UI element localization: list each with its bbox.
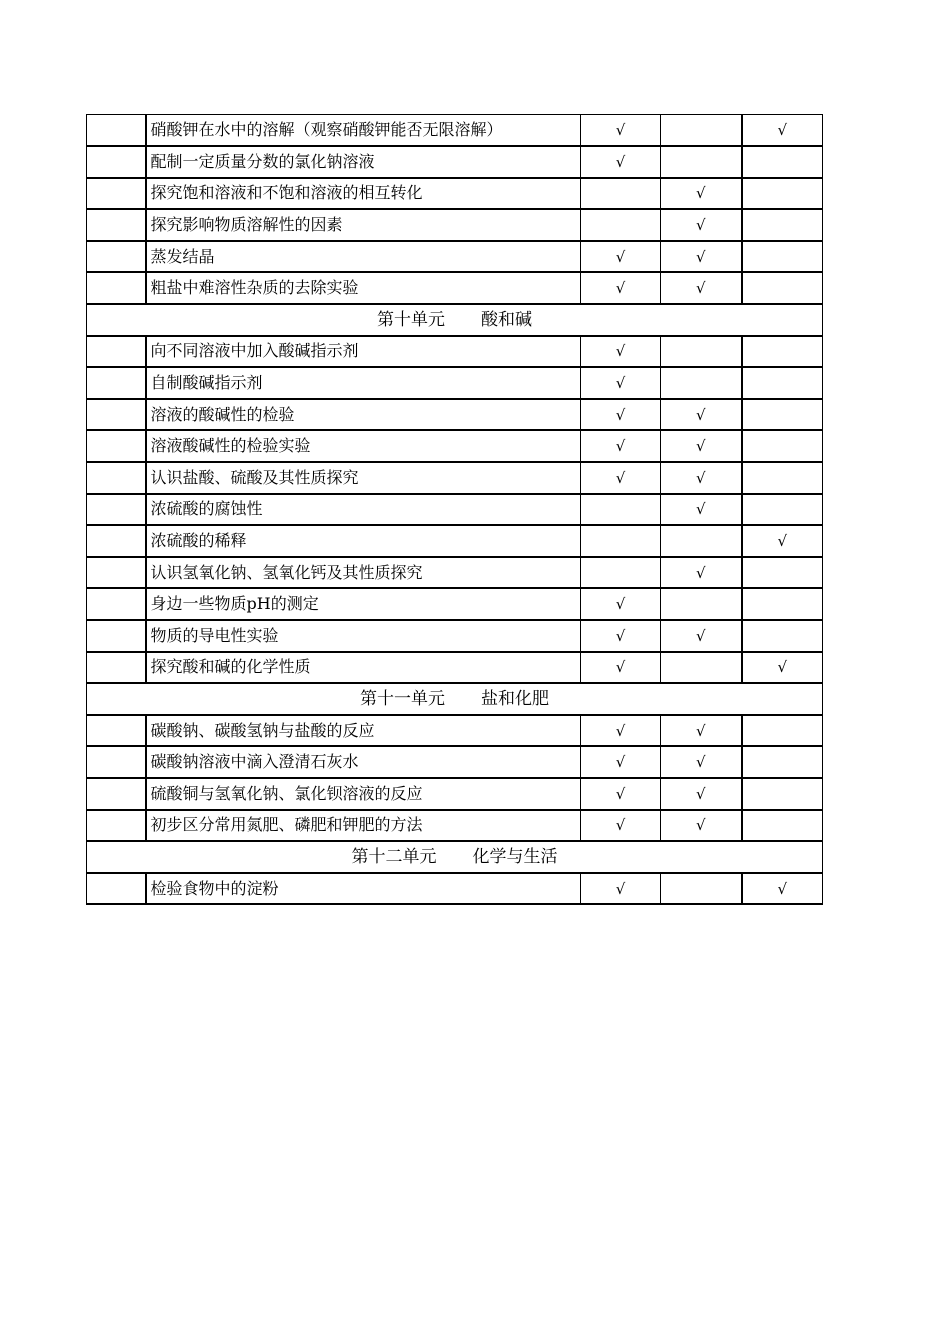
row-index-cell — [87, 115, 146, 147]
experiment-row — [87, 778, 823, 810]
row-index-cell — [87, 430, 146, 462]
check-mark-cell-m2 — [661, 115, 742, 147]
check-mark-cell-m1: √ — [581, 336, 661, 368]
unit-title: 盐和化肥 — [481, 688, 549, 709]
row-index-cell — [87, 209, 146, 241]
row-index-cell — [87, 715, 146, 747]
experiment-name: 粗盐中难溶性杂质的去除实验 — [146, 272, 581, 304]
experiment-name: 硫酸铜与氢氧化钠、氯化钡溶液的反应 — [146, 778, 581, 810]
check-mark-cell-m2 — [661, 146, 742, 178]
check-mark-cell-m3 — [742, 146, 823, 178]
row-index-cell — [87, 620, 146, 652]
check-mark-cell-m1: √ — [581, 399, 661, 431]
check-mark-cell-m2: √ — [661, 399, 742, 431]
check-mark-cell-m3: √ — [742, 873, 823, 905]
check-mark-cell-m1: √ — [581, 272, 661, 304]
check-mark-cell-m3 — [742, 178, 823, 210]
experiment-row — [87, 209, 823, 241]
experiment-row — [87, 873, 823, 905]
unit-number: 第十二单元 — [351, 846, 437, 867]
experiment-row — [87, 241, 823, 273]
check-mark-cell-m1: √ — [581, 588, 661, 620]
check-mark-cell-m1: √ — [581, 778, 661, 810]
experiment-name: 向不同溶液中加入酸碱指示剂 — [146, 336, 581, 368]
check-mark-cell-m2 — [661, 873, 742, 905]
unit-number: 第十单元 — [377, 309, 445, 330]
experiment-name: 检验食物中的淀粉 — [146, 873, 581, 905]
check-mark-cell-m1: √ — [581, 873, 661, 905]
check-mark-cell-m3 — [742, 241, 823, 273]
check-mark-cell-m2 — [661, 336, 742, 368]
unit-header-row — [87, 304, 823, 336]
check-mark-cell-m3 — [742, 746, 823, 778]
check-mark-cell-m3 — [742, 494, 823, 526]
unit-header-cell — [87, 841, 823, 873]
check-mark-cell-m3 — [742, 588, 823, 620]
experiment-name: 溶液的酸碱性的检验 — [146, 399, 581, 431]
experiment-row — [87, 430, 823, 462]
row-index-cell — [87, 462, 146, 494]
check-mark-cell-m2: √ — [661, 810, 742, 842]
check-mark-cell-m2: √ — [661, 620, 742, 652]
check-mark-cell-m2 — [661, 367, 742, 399]
experiment-name: 配制一定质量分数的氯化钠溶液 — [146, 146, 581, 178]
check-mark-cell-m3 — [742, 367, 823, 399]
experiment-row — [87, 367, 823, 399]
check-mark-cell-m2: √ — [661, 209, 742, 241]
experiment-name: 自制酸碱指示剂 — [146, 367, 581, 399]
check-mark-cell-m3 — [742, 462, 823, 494]
check-mark-cell-m3 — [742, 336, 823, 368]
check-mark-cell-m1: √ — [581, 241, 661, 273]
check-mark-cell-m3 — [742, 810, 823, 842]
check-mark-cell-m2: √ — [661, 178, 742, 210]
check-mark-cell-m1 — [581, 178, 661, 210]
experiment-name: 身边一些物质pH的测定 — [146, 588, 581, 620]
row-index-cell — [87, 588, 146, 620]
experiment-name: 蒸发结晶 — [146, 241, 581, 273]
experiment-row — [87, 557, 823, 589]
row-index-cell — [87, 778, 146, 810]
unit-header-row — [87, 841, 823, 873]
experiment-row — [87, 462, 823, 494]
row-index-cell — [87, 525, 146, 557]
unit-title: 酸和碱 — [481, 309, 532, 330]
experiment-name: 认识盐酸、硫酸及其性质探究 — [146, 462, 581, 494]
row-index-cell — [87, 336, 146, 368]
check-mark-cell-m3: √ — [742, 115, 823, 147]
check-mark-cell-m2: √ — [661, 746, 742, 778]
experiment-row — [87, 272, 823, 304]
check-mark-cell-m2 — [661, 588, 742, 620]
check-mark-cell-m1 — [581, 209, 661, 241]
experiment-row — [87, 810, 823, 842]
row-index-cell — [87, 557, 146, 589]
check-mark-cell-m1 — [581, 494, 661, 526]
check-mark-cell-m3 — [742, 778, 823, 810]
check-mark-cell-m3 — [742, 272, 823, 304]
experiment-row — [87, 178, 823, 210]
experiment-table-body — [87, 115, 823, 905]
check-mark-cell-m1: √ — [581, 810, 661, 842]
experiment-name: 硝酸钾在水中的溶解（观察硝酸钾能否无限溶解） — [146, 115, 581, 147]
check-mark-cell-m2: √ — [661, 272, 742, 304]
row-index-cell — [87, 399, 146, 431]
experiment-name: 浓硫酸的稀释 — [146, 525, 581, 557]
check-mark-cell-m2: √ — [661, 241, 742, 273]
experiment-row — [87, 115, 823, 147]
check-mark-cell-m1: √ — [581, 115, 661, 147]
check-mark-cell-m3 — [742, 209, 823, 241]
experiment-name: 认识氢氧化钠、氢氧化钙及其性质探究 — [146, 557, 581, 589]
check-mark-cell-m2 — [661, 652, 742, 684]
row-index-cell — [87, 178, 146, 210]
check-mark-cell-m2: √ — [661, 494, 742, 526]
check-mark-cell-m2: √ — [661, 557, 742, 589]
check-mark-cell-m2 — [661, 525, 742, 557]
experiment-name: 物质的导电性实验 — [146, 620, 581, 652]
check-mark-cell-m1: √ — [581, 367, 661, 399]
check-mark-cell-m2: √ — [661, 715, 742, 747]
experiment-row — [87, 620, 823, 652]
row-index-cell — [87, 241, 146, 273]
row-index-cell — [87, 272, 146, 304]
row-index-cell — [87, 367, 146, 399]
check-mark-cell-m3: √ — [742, 525, 823, 557]
check-mark-cell-m2: √ — [661, 430, 742, 462]
experiment-name: 溶液酸碱性的检验实验 — [146, 430, 581, 462]
check-mark-cell-m1: √ — [581, 430, 661, 462]
unit-header-cell — [87, 683, 823, 715]
check-mark-cell-m1: √ — [581, 715, 661, 747]
check-mark-cell-m3 — [742, 620, 823, 652]
check-mark-cell-m1 — [581, 525, 661, 557]
check-mark-cell-m1 — [581, 557, 661, 589]
experiment-name: 初步区分常用氮肥、磷肥和钾肥的方法 — [146, 810, 581, 842]
check-mark-cell-m1: √ — [581, 620, 661, 652]
check-mark-cell-m1: √ — [581, 462, 661, 494]
experiment-row — [87, 336, 823, 368]
check-mark-cell-m3 — [742, 715, 823, 747]
row-index-cell — [87, 146, 146, 178]
row-index-cell — [87, 746, 146, 778]
check-mark-cell-m1: √ — [581, 652, 661, 684]
row-index-cell — [87, 494, 146, 526]
check-mark-cell-m3 — [742, 399, 823, 431]
check-mark-cell-m1: √ — [581, 746, 661, 778]
row-index-cell — [87, 810, 146, 842]
unit-header-cell — [87, 304, 823, 336]
check-mark-cell-m1: √ — [581, 146, 661, 178]
experiment-name: 碳酸钠溶液中滴入澄清石灰水 — [146, 746, 581, 778]
experiment-name: 浓硫酸的腐蚀性 — [146, 494, 581, 526]
check-mark-cell-m3 — [742, 430, 823, 462]
experiment-row — [87, 746, 823, 778]
check-mark-cell-m2: √ — [661, 462, 742, 494]
experiment-name: 探究酸和碱的化学性质 — [146, 652, 581, 684]
row-index-cell — [87, 873, 146, 905]
experiment-row — [87, 494, 823, 526]
experiment-row — [87, 588, 823, 620]
row-index-cell — [87, 652, 146, 684]
check-mark-cell-m2: √ — [661, 778, 742, 810]
experiment-row — [87, 715, 823, 747]
unit-header-row — [87, 683, 823, 715]
check-mark-cell-m3 — [742, 557, 823, 589]
unit-number: 第十一单元 — [360, 688, 445, 709]
experiment-name: 探究饱和溶液和不饱和溶液的相互转化 — [146, 178, 581, 210]
experiment-row — [87, 525, 823, 557]
unit-title: 化学与生活 — [472, 846, 558, 867]
experiment-name: 探究影响物质溶解性的因素 — [146, 209, 581, 241]
check-mark-cell-m3: √ — [742, 652, 823, 684]
experiment-table — [86, 114, 823, 905]
experiment-row — [87, 652, 823, 684]
experiment-name: 碳酸钠、碳酸氢钠与盐酸的反应 — [146, 715, 581, 747]
experiment-row — [87, 146, 823, 178]
experiment-row — [87, 399, 823, 431]
